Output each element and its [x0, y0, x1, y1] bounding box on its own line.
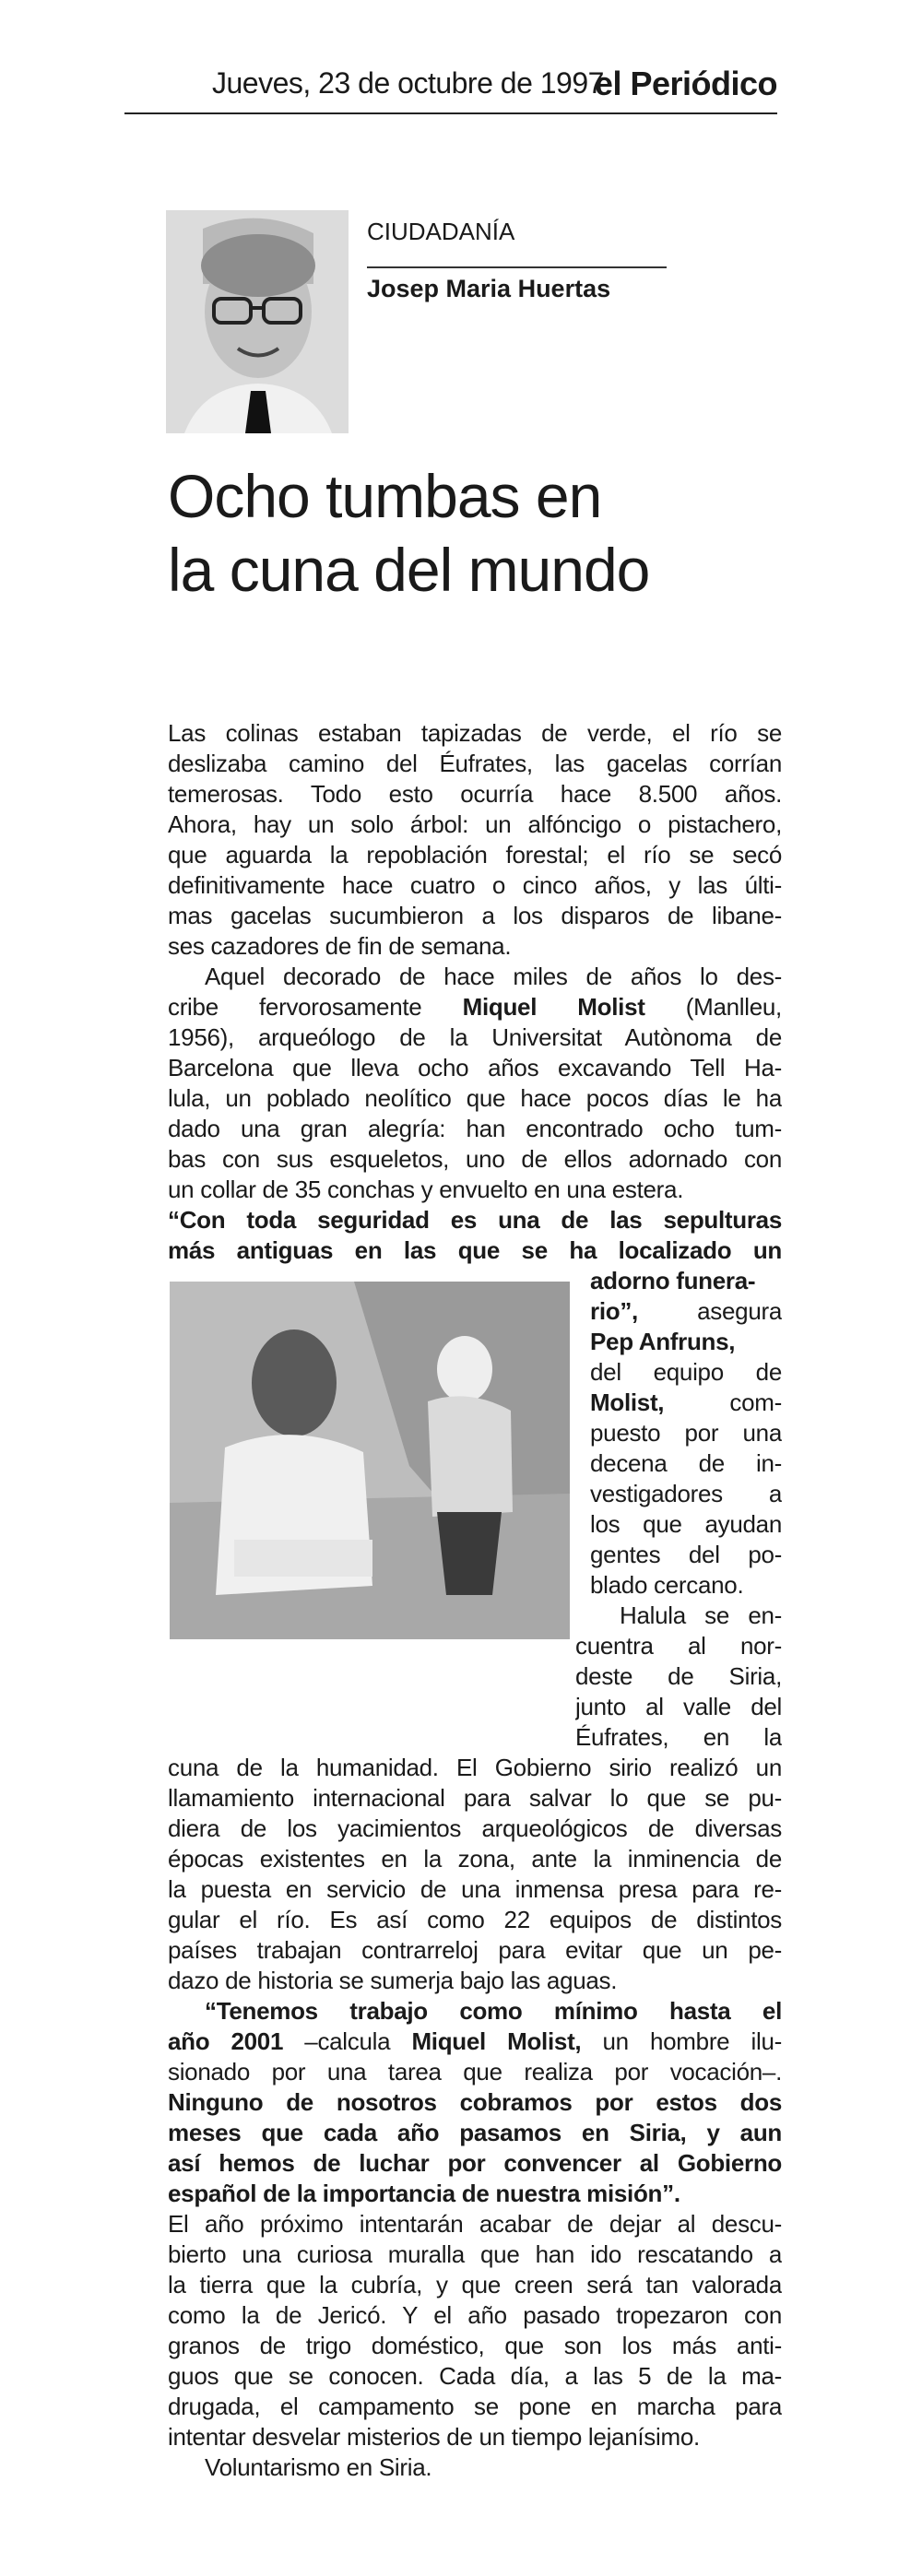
body-line-32: guos que se conocen. Cada día, a las 5 de la ma-: [168, 2362, 782, 2390]
quote-line-2: más antiguas en las que se ha localizado un: [168, 1236, 782, 1264]
body-text: com-: [729, 1388, 782, 1416]
wrap-line-08: vestigadores a: [590, 1480, 782, 1507]
quote2-line-3: meses que cada año pasamos en Siria, y aun: [168, 2119, 782, 2146]
body-line-33: drugada, el campamento se pone en marcha para: [168, 2393, 782, 2420]
wrap-line-02: [590, 1297, 782, 1325]
body-line-06: definitivamente hace cuatro o cinco años, y las últi-: [168, 871, 782, 899]
quote-end: rio”,: [590, 1297, 638, 1325]
wrap-line-13: cuentra al nor-: [575, 1632, 782, 1660]
publication-name: el Periódico: [594, 65, 777, 102]
quote2-line-2: Ninguno de nosotros cobramos por estos dos: [168, 2088, 782, 2116]
article-photo: [170, 1282, 570, 1639]
wrap-line-09: los que ayudan: [590, 1510, 782, 1538]
wrap-line-04: del equipo de: [590, 1358, 782, 1386]
body-line-20: épocas existentes en la zona, ante la inminencia de: [168, 1845, 782, 1873]
body-line-14: dado una gran alegría: han encontrado ocho tum-: [168, 1115, 782, 1142]
body-line-01: Las colinas estaban tapizadas de verde, el río se: [168, 719, 782, 747]
body-line-22: gular el río. Es así como 22 equipos de distintos: [168, 1906, 782, 1933]
body-line-19: diera de los yacimientos arqueológicos de diversas: [168, 1814, 782, 1842]
page-header: [124, 65, 777, 114]
issue-date: Jueves, 23 de octubre de 1997: [212, 66, 604, 100]
body-line-11: 1956), arqueólogo de la Universitat Autònoma de: [168, 1023, 782, 1051]
wrap-line-16: Éufrates, en la: [575, 1723, 782, 1751]
body-line-23: países trabajan contrarreloj para evitar que un pe-: [168, 1936, 782, 1964]
body-line-30: como la de Jericó. Y el año pasado tropezaron con: [168, 2301, 782, 2329]
body-line-21: la puesta en servicio de una inmensa presa para re-: [168, 1875, 782, 1903]
section-label: CIUDADANÍA: [367, 218, 515, 245]
author-byline: Josep Maria Huertas: [367, 275, 611, 302]
body-line-25: [168, 2027, 782, 2055]
wrap-line-01: adorno funera-: [590, 1267, 756, 1294]
body-text: cribe fervorosamente: [168, 993, 422, 1021]
subhead-text: Voluntarismo en Siria.: [205, 2453, 432, 2481]
body-line-27: El año próximo intentarán acabar de dejar al descu-: [168, 2210, 782, 2238]
body-text: asegura: [697, 1297, 782, 1325]
person-name: Molist,: [590, 1388, 665, 1416]
quote2-line-1: “Tenemos trabajo como mínimo hasta el: [205, 1997, 782, 2025]
body-line-07: mas gacelas sucumbieron a los disparos de libane-: [168, 902, 782, 929]
body-text: un hombre ilu-: [602, 2027, 782, 2055]
article-headline: [168, 459, 776, 607]
quote-text: año 2001: [168, 2027, 284, 2055]
body-line-15: bas con sus esqueletos, uno de ellos adornado con: [168, 1145, 782, 1173]
body-line-13: lula, un poblado neolítico que hace pocos días le ha: [168, 1084, 782, 1112]
body-line-05: que aguarda la repoblación forestal; el río se secó: [168, 841, 782, 869]
body-line-28: bierto una curiosa muralla que han ido rescatando a: [168, 2240, 782, 2268]
wrap-line-07: decena de in-: [590, 1449, 782, 1477]
person-name: Miquel Molist,: [411, 2027, 582, 2055]
wrap-line-03: Pep Anfruns,: [590, 1328, 736, 1355]
author-portrait: [166, 210, 349, 433]
wrap-line-14: deste de Siria,: [575, 1662, 782, 1690]
body-line-03: temerosas. Todo esto ocurría hace 8.500 años.: [168, 780, 782, 808]
quote-line-1: “Con toda seguridad es una de las sepulturas: [168, 1206, 782, 1234]
body-line-10: [168, 993, 782, 1021]
body-line-26: sionado por una tarea que realiza por vocación–.: [168, 2058, 782, 2086]
body-line-02: deslizaba camino del Éufrates, las gacelas corrían: [168, 750, 782, 777]
quote2-line-4: así hemos de luchar por convencer al Gobierno: [168, 2149, 782, 2177]
body-text: (Manlleu,: [685, 993, 782, 1021]
body-line-34: intentar desvelar misterios de un tiempo lejanísimo.: [168, 2423, 700, 2451]
body-line-16: un collar de 35 conchas y envuelto en una estera.: [168, 1176, 684, 1203]
quote2-line-5: español de la importancia de nuestra misión”.: [168, 2180, 680, 2207]
wrap-line-12: Halula se en-: [620, 1601, 782, 1629]
body-text: –calcula: [304, 2027, 391, 2055]
wrap-line-06: puesto por una: [590, 1419, 782, 1447]
person-name: Miquel Molist: [462, 993, 645, 1021]
headline-line-1: Ocho tumbas en: [168, 462, 602, 530]
wrap-line-11: blado cercano.: [590, 1571, 744, 1599]
body-line-12: Barcelona que lleva ocho años excavando Tell Ha-: [168, 1054, 782, 1081]
body-line-09: Aquel decorado de hace miles de años lo des-: [205, 963, 782, 990]
headline-line-2: la cuna del mundo: [168, 536, 650, 604]
body-line-18: llamamiento internacional para salvar lo que se pu-: [168, 1784, 782, 1812]
wrap-line-05: [590, 1388, 782, 1416]
body-line-04: Ahora, hay un solo árbol: un alfóncigo o pistachero,: [168, 810, 782, 838]
body-line-17: cuna de la humanidad. El Gobierno sirio realizó un: [168, 1754, 782, 1781]
wrap-line-10: gentes del po-: [590, 1541, 782, 1568]
body-line-29: la tierra que la cubría, y que creen será tan valorada: [168, 2271, 782, 2298]
body-line-24: dazo de historia se sumerja bajo las aguas.: [168, 1967, 618, 1994]
body-line-08: ses cazadores de fin de semana.: [168, 932, 512, 960]
byline-rule: [367, 266, 667, 268]
body-line-31: granos de trigo doméstico, que son los más anti-: [168, 2332, 782, 2359]
wrap-line-15: junto al valle del: [575, 1693, 782, 1720]
